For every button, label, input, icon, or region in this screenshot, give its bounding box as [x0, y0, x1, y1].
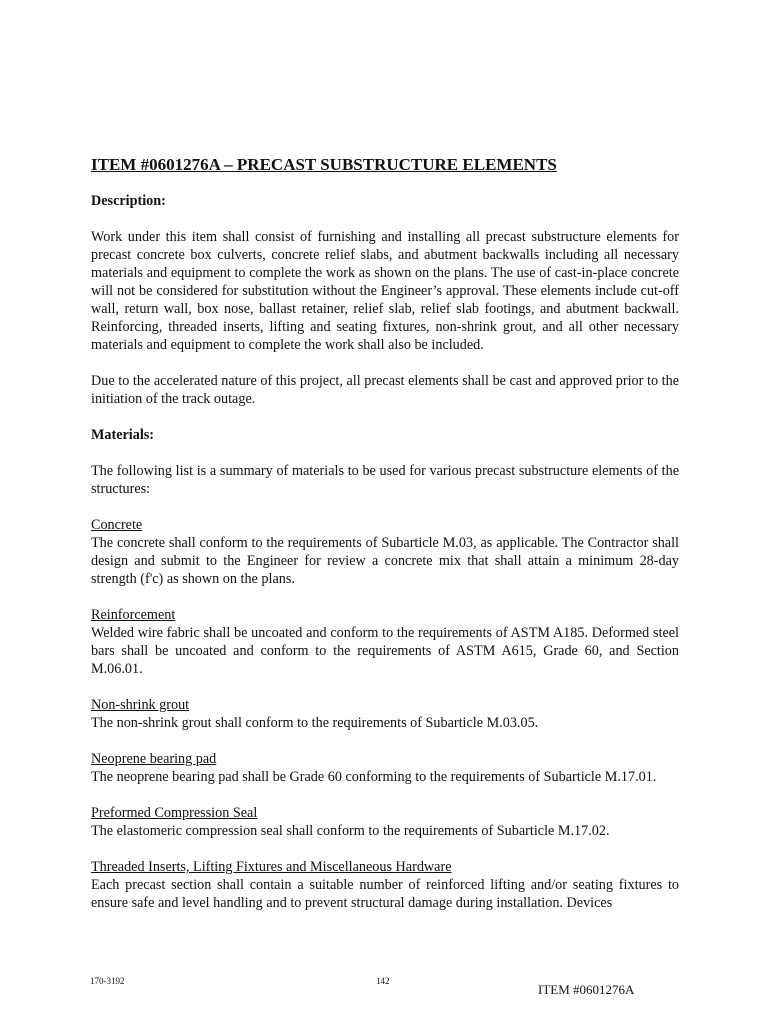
- materials-heading: Materials:: [91, 427, 155, 443]
- material-subheading: Reinforcement: [91, 607, 176, 623]
- material-item-concrete: [91, 516, 679, 588]
- material-item-non-shrink-grout: [91, 696, 679, 732]
- footer-page-number: 142: [376, 976, 390, 986]
- document-body: [91, 154, 679, 930]
- description-heading: Description:: [91, 193, 166, 209]
- material-item-compression-seal: [91, 804, 679, 840]
- description-paragraph: Due to the accelerated nature of this project, all precast elements shall be cast and approved prior to the initiation of the track outage.: [91, 373, 679, 407]
- material-text: The concrete shall conform to the requirements of Subarticle M.03, as applicable. The Contractor shall design and submit to the Engineer for review a concrete mix that shall attain a minimum 28-day strength (f'c) as shown on the plans.: [91, 535, 679, 587]
- material-text: The non-shrink grout shall conform to the requirements of Subarticle M.03.05.: [91, 715, 539, 731]
- footer-item-number: ITEM #0601276A: [538, 982, 635, 997]
- material-item-reinforcement: [91, 606, 679, 678]
- material-text: The neoprene bearing pad shall be Grade 60 conforming to the requirements of Subarticle M.17.01.: [91, 769, 657, 785]
- materials-intro: The following list is a summary of materials to be used for various precast substructure elements of the structures:: [91, 463, 679, 497]
- description-paragraph: Work under this item shall consist of furnishing and installing all precast substructure elements for precast concrete box culverts, concrete relief slabs, and abutment backwalls including all necessary materials and equipment to complete the work as shown on the plans. The use of cast-in-place concrete will not be considered for substitution without the Engineer’s approval. These elements include cut-off wall, return wall, box nose, ballast retainer, relief slab, relief slab footings, and abutment backwall. Reinforcing, threaded inserts, lifting and seating fixtures, non-shrink grout, and all other necessary materials and equipment to complete the work shall also be included.: [91, 229, 679, 353]
- material-text: The elastomeric compression seal shall conform to the requirements of Subarticle M.17.02.: [91, 823, 610, 839]
- page-title: ITEM #0601276A – PRECAST SUBSTRUCTURE ELEMENTS: [91, 155, 557, 174]
- footer-project-number: 170-3192: [90, 976, 125, 986]
- material-text: Welded wire fabric shall be uncoated and conform to the requirements of ASTM A185. Deformed steel bars shall be uncoated and conform to the requirements of ASTM A615, Grade 60, and Section M.06.01.: [91, 625, 679, 677]
- material-item-neoprene-bearing-pad: [91, 750, 679, 786]
- material-item-hardware: [91, 858, 679, 912]
- material-subheading: Threaded Inserts, Lifting Fixtures and Miscellaneous Hardware: [91, 859, 452, 875]
- material-subheading: Preformed Compression Seal: [91, 805, 258, 821]
- material-subheading: Concrete: [91, 517, 143, 533]
- material-subheading: Neoprene bearing pad: [91, 751, 217, 767]
- material-subheading: Non-shrink grout: [91, 697, 190, 713]
- material-text: Each precast section shall contain a suitable number of reinforced lifting and/or seating fixtures to ensure safe and level handling and to prevent structural damage during installation. Devices: [91, 877, 679, 911]
